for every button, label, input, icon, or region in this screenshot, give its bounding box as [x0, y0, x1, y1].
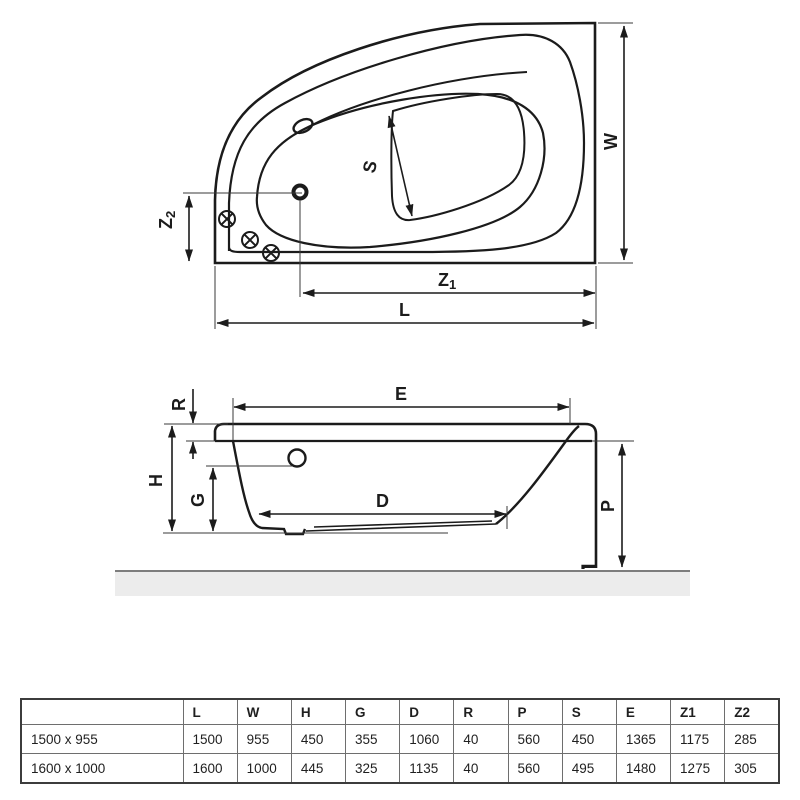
floor [115, 572, 690, 596]
seat-edge-curve [303, 72, 527, 130]
rim-top [215, 424, 596, 441]
dim-label-s: S [358, 158, 382, 175]
dim-label-d: D [376, 491, 389, 511]
jet-icon [219, 211, 235, 227]
col-header-size [21, 699, 183, 725]
dimensions-table [20, 698, 780, 784]
extension-lines-top-view [183, 23, 633, 329]
table-header-row [21, 699, 779, 725]
cell-z2: 285 [725, 725, 779, 754]
drain-icon [294, 186, 307, 199]
col-header-p: P [508, 699, 562, 725]
dim-label-h: H [146, 474, 166, 487]
cell-z1: 1175 [671, 725, 725, 754]
cell-e: 1365 [616, 725, 670, 754]
cell-s: 450 [562, 725, 616, 754]
extension-lines-side-view [163, 398, 634, 533]
cell-p: 560 [508, 725, 562, 754]
col-header-l: L [183, 699, 237, 725]
cell-h: 445 [291, 754, 345, 784]
cell-g: 355 [346, 725, 400, 754]
cell-h: 450 [291, 725, 345, 754]
cell-z1: 1275 [671, 754, 725, 784]
basin-bottom [391, 94, 524, 220]
cell-r: 40 [454, 725, 508, 754]
col-header-d: D [400, 699, 454, 725]
col-header-z1: Z1 [671, 699, 725, 725]
col-header-h: H [291, 699, 345, 725]
dim-label-l: L [399, 300, 410, 320]
cell-d: 1135 [400, 754, 454, 784]
dim-label-r: R [169, 398, 189, 411]
overflow-icon [291, 116, 314, 135]
dim-label-g: G [188, 492, 208, 507]
dimension-lines-top-view [189, 26, 624, 323]
cell-e: 1480 [616, 754, 670, 784]
cell-p: 560 [508, 754, 562, 784]
table-row [21, 754, 779, 784]
dim-label-z1: Z1 [438, 270, 457, 292]
cell-g: 325 [346, 754, 400, 784]
dim-label-z2: Z2 [156, 210, 178, 229]
col-header-z2: Z2 [725, 699, 779, 725]
dim-label-p: P [598, 499, 618, 512]
top-view [156, 23, 633, 329]
cell-w: 955 [237, 725, 291, 754]
table-row [21, 725, 779, 754]
overflow-icon-side [289, 450, 306, 467]
col-header-e: E [616, 699, 670, 725]
side-view [115, 384, 690, 596]
cell-l: 1500 [183, 725, 237, 754]
col-header-r: R [454, 699, 508, 725]
cell-z2: 305 [725, 754, 779, 784]
col-header-g: G [346, 699, 400, 725]
tub-bottom-panel [306, 521, 496, 531]
cell-w: 1000 [237, 754, 291, 784]
dim-label-w: W [601, 133, 621, 150]
row-label: 1600 x 1000 [21, 754, 183, 784]
cell-s: 495 [562, 754, 616, 784]
row-label: 1500 x 955 [21, 725, 183, 754]
cell-d: 1060 [400, 725, 454, 754]
col-header-w: W [237, 699, 291, 725]
cell-l: 1600 [183, 754, 237, 784]
tub-profile [233, 441, 305, 534]
jet-icon [242, 232, 258, 248]
dimensions-table-wrap [20, 698, 780, 784]
col-header-s: S [562, 699, 616, 725]
tub-outer-outline [215, 23, 595, 263]
cell-r: 40 [454, 754, 508, 784]
dim-label-e: E [395, 384, 408, 404]
apron-foot [583, 565, 597, 569]
